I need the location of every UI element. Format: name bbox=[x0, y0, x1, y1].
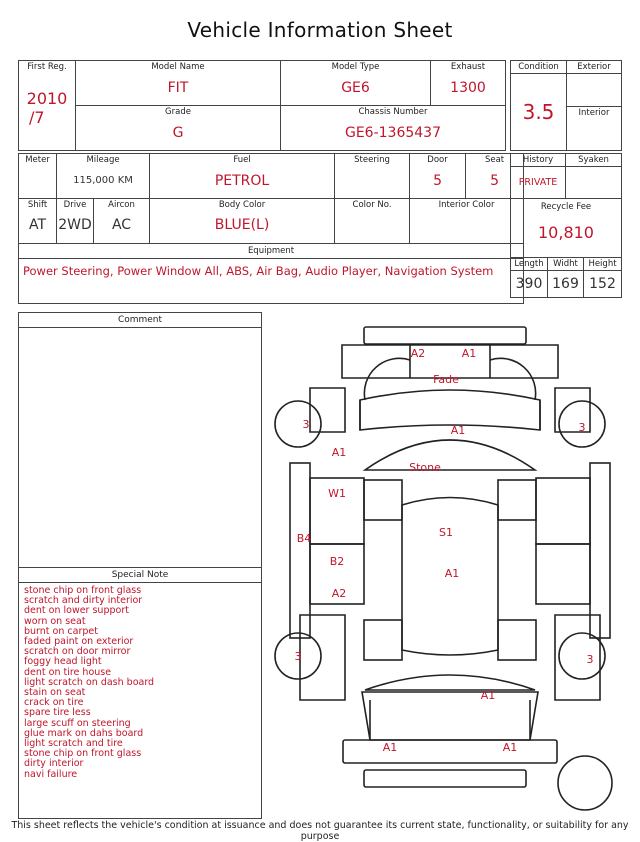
special-note-label: Special Note bbox=[19, 568, 261, 583]
first-reg-year: 2010 bbox=[26, 89, 68, 108]
front-bumper-left-mark: A2 bbox=[410, 347, 426, 360]
special-note-item: light scratch and tire bbox=[24, 738, 123, 750]
rear-bumper-left-mark: A1 bbox=[382, 741, 398, 754]
roof-mark: S1 bbox=[439, 526, 453, 539]
shift-value: AT bbox=[28, 217, 47, 233]
comment-label: Comment bbox=[19, 313, 261, 328]
car-outline bbox=[275, 327, 612, 810]
exterior-label: Exterior bbox=[577, 62, 611, 72]
tire-rear-left-mark: 3 bbox=[294, 650, 302, 663]
rear-bumper-right-mark: A1 bbox=[502, 741, 518, 754]
body-color-label: Body Color bbox=[218, 200, 266, 210]
left-fender-mark: A1 bbox=[331, 446, 347, 459]
registration-table bbox=[18, 60, 506, 151]
left-front-door-mark: W1 bbox=[328, 487, 346, 500]
model-name-value: FIT bbox=[167, 80, 189, 96]
special-note-item: crack on tire bbox=[24, 697, 84, 709]
interior-color-label: Interior Color bbox=[438, 200, 495, 210]
mileage-label: Mileage bbox=[86, 155, 120, 165]
length-value: 390 bbox=[515, 276, 543, 292]
aircon-label: Aircon bbox=[108, 200, 135, 210]
recycle-fee-value: 10,810 bbox=[538, 223, 594, 242]
special-note-item: faded paint on exterior bbox=[24, 636, 134, 648]
door-label: Door bbox=[427, 155, 448, 165]
body-color-value: BLUE(L) bbox=[214, 217, 270, 233]
left-rear-door-mark: B2 bbox=[329, 555, 345, 568]
special-note-item: large scuff on steering bbox=[24, 717, 131, 729]
exhaust-label: Exhaust bbox=[450, 62, 486, 72]
drive-value: 2WD bbox=[58, 217, 92, 233]
condition-label: Condition bbox=[518, 62, 559, 72]
roof-rear-mark: A1 bbox=[444, 567, 460, 580]
tire-front-left-mark: 3 bbox=[302, 418, 310, 431]
special-note-item: scratch and dirty interior bbox=[24, 595, 143, 607]
condition-grade: 3.5 bbox=[522, 100, 555, 124]
drive-label: Drive bbox=[63, 200, 87, 210]
left-quarter-mark: A2 bbox=[331, 587, 347, 600]
damage-marks bbox=[295, 347, 594, 754]
special-note-item: foggy head light bbox=[24, 656, 102, 668]
model-type-label: Model Type bbox=[331, 62, 380, 72]
width-label: Widht bbox=[553, 259, 578, 269]
model-type-value: GE6 bbox=[341, 80, 370, 96]
grade-label: Grade bbox=[165, 107, 191, 117]
syaken-label: Syaken bbox=[578, 155, 609, 165]
grade-value: G bbox=[172, 125, 184, 141]
special-note-panel bbox=[18, 567, 262, 819]
shift-label: Shift bbox=[27, 200, 48, 210]
history-label: History bbox=[522, 155, 554, 165]
special-note-item: light scratch on dash board bbox=[24, 676, 155, 688]
special-note-item: glue mark on dahs board bbox=[24, 727, 144, 739]
special-note-item: dent on lower support bbox=[24, 605, 129, 617]
special-note-item: stain on seat bbox=[24, 687, 86, 699]
recycle-fee-label: Recycle Fee bbox=[540, 202, 592, 212]
spec-table bbox=[18, 153, 524, 304]
model-name-label: Model Name bbox=[151, 62, 205, 72]
special-note-list bbox=[19, 583, 261, 780]
page-title: Vehicle Information Sheet bbox=[187, 18, 453, 42]
special-note-item: scratch on door mirror bbox=[24, 646, 131, 658]
seat-value: 5 bbox=[490, 173, 499, 189]
special-note-item: dent on tire house bbox=[24, 666, 112, 678]
height-label: Height bbox=[588, 259, 617, 269]
fuel-value: PETROL bbox=[214, 173, 270, 189]
steering-label: Steering bbox=[354, 155, 390, 165]
special-note-item: worn on seat bbox=[24, 615, 86, 627]
condition-table bbox=[510, 60, 622, 151]
width-value: 169 bbox=[552, 276, 579, 292]
interior-label: Interior bbox=[578, 108, 610, 118]
fuel-label: Fuel bbox=[233, 155, 251, 165]
left-rocker-mark: B4 bbox=[296, 532, 312, 545]
hood-mark: A1 bbox=[450, 424, 466, 437]
special-note-item: navi failure bbox=[24, 768, 78, 780]
grille-mark: Fade bbox=[433, 373, 459, 386]
trunk-mark: A1 bbox=[480, 689, 496, 702]
first-reg-label: First Reg. bbox=[27, 62, 67, 72]
seat-label: Seat bbox=[484, 155, 505, 165]
length-label: Length bbox=[514, 259, 544, 269]
chassis-value: GE6-1365437 bbox=[344, 125, 441, 141]
car-damage-diagram bbox=[270, 318, 630, 818]
mileage-value: 115,000 KM bbox=[73, 175, 133, 186]
special-note-item: spare tire less bbox=[24, 707, 91, 719]
meter-label: Meter bbox=[25, 155, 50, 165]
chassis-label: Chassis Number bbox=[358, 107, 428, 117]
history-table bbox=[510, 153, 622, 298]
special-note-item: stone chip on front glass bbox=[24, 748, 142, 760]
disclaimer-footer: This sheet reflects the vehicle's condition at issuance and does not guarantee its current state, functionality, or suitability for any purpose bbox=[11, 820, 629, 842]
color-no-label: Color No. bbox=[352, 200, 392, 210]
history-value: PRIVATE bbox=[518, 177, 558, 188]
tire-front-right-mark: 3 bbox=[578, 421, 586, 434]
special-note-item: burnt on carpet bbox=[24, 625, 98, 637]
door-value: 5 bbox=[433, 173, 442, 189]
windshield-mark: Stone bbox=[409, 461, 441, 474]
comment-panel bbox=[18, 312, 262, 568]
height-value: 152 bbox=[589, 276, 616, 292]
aircon-value: AC bbox=[111, 217, 132, 233]
equipment-value: Power Steering, Power Window All, ABS, Air Bag, Audio Player, Navigation System bbox=[23, 264, 494, 278]
equipment-label: Equipment bbox=[247, 246, 295, 256]
front-bumper-right-mark: A1 bbox=[461, 347, 477, 360]
first-reg-month: /7 bbox=[29, 108, 45, 127]
tire-rear-right-mark: 3 bbox=[586, 653, 594, 666]
special-note-item: stone chip on front glass bbox=[24, 585, 142, 596]
special-note-item: dirty interior bbox=[24, 758, 84, 770]
exhaust-value: 1300 bbox=[450, 80, 486, 96]
